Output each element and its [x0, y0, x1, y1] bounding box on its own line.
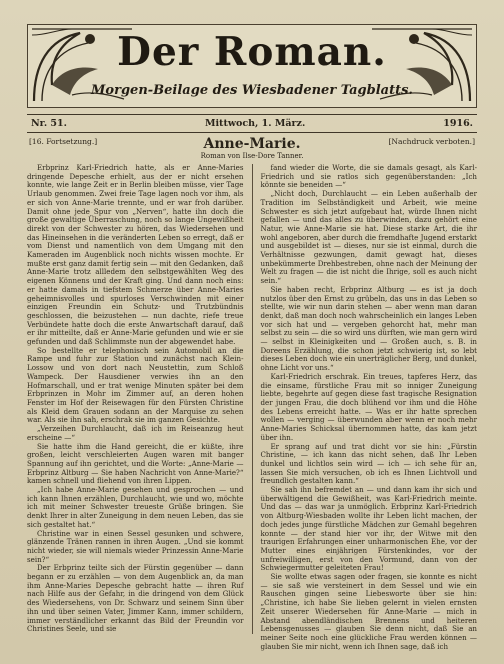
- paragraph: Sie hatte ihm die Hand gereicht, die er küßte, ihre großen, leicht verschleierten Augen waren mit banger Spannung auf ihn gerichtet, und die Worte: „Anne-Marie — Erbprinz Altburg — Sie haben Nachricht von Anne-Marie?“ kamen schnell und fliehend von ihren Lippen.: [27, 441, 244, 486]
- paragraph: Er sprang auf und trat dicht vor sie hin: „Fürstin Christine, — ich kann das nicht sehen, daß Ihr Leben dunkel und lichtlos sein wird — ich — ich sehe für an, lassen Sie mich versuchen, ob ich es Ihnen Lichtvoll und freundlich gestalten kann.“: [260, 441, 477, 486]
- paragraph: So bestellte er telephonisch sein Automobil an die Rampe und fuhr zur Station und zunächst nach Klein-Lossow und von dort nach Neustettin, zum Schloß Wampeck. Der Hausdiener verwies ihn an den Hofmarschall, und er trat wenige Minuten später bei dem Erbprinzen in Mohr im Zimmer auf, an deren hohen Fenster im Hof der Reisewagen für den Fürsten Christine als Kleid dem Grauen sodann an der Marquise zu sehen war. Als sie ihn sah, erschrak sie im ganzen Gesichte.: [27, 345, 244, 425]
- paragraph: „Ich habe Anne-Marie gesehen und gesprochen — und ich kann Ihnen erzählen, Durchlaucht, wie und wo, möchte ich mit meiner Schwester treueste Grüße bringen. Sie denkt Ihrer in alter Zuneigung in dem neuen Leben, das sie sich gestaltet hat.“: [27, 485, 244, 529]
- paragraph: Karl-Friedrich erschrak. Ein treues, tapferes Herz, das die einsame, fürstliche Frau mit so inniger Zuneigung liebte, begehrte auf gegen diese fast tragische Resignation der jungen Frau, die doch blühend vor ihm und die Höhe des Lebens erreicht hatte. — Was er ihr hatte sprechen wollen — verging — überwunden aber wenn er noch mehr Anne-Maries Schicksal übernommen hatte, das kam jetzt über ihn.: [260, 371, 477, 442]
- right-column: [260, 163, 478, 651]
- paragraph: „Nicht doch, Durchlaucht — ein Leben außerhalb der Tradition im Selbständigkeit und Arbeit, wie meine Schwester es sich jetzt aufgebaut hat, würde Ihnen nicht gefallen — und das alles zu überwinden, dazu gehört eine Natur, wie Anne-Marie sie hat. Diese starke Art, die ihr wohl angeboren, aber durch die fremdhafte Jugend erstarkt und ausgebildet ist — dieses, nur sie ist einmal, durch die Verhältnisse gezwungen, damit gewagt hat, dieses unbekümmerte Drehbestreben, ohne nach der Meinung der Welt zu fragen — die ist nicht die Ihrige, soll es auch nicht sein.“: [260, 189, 477, 286]
- paragraph: Der Erbprinz teilte sich der Fürstin gegenüber — dann begann er zu erzählen — von dem Augenblick an, da man ihm Anne-Maries Depesche gebracht hatte — ihren Ruf nach Hilfe aus der Gefahr, in die dringend von dem Glück des Wiedersehens, von Dr. Schwarz und seinem Sinn über ihn und über seinen Vater, Jimmer Kann, immer schildern, immer verständlicher erkannt das Bild der Freundin vor Christines Seele, und sie: [27, 563, 244, 634]
- left-column: [27, 164, 244, 634]
- issue-date: Mittwoch, 1. März.: [204, 118, 306, 129]
- paragraph: Sie wollte etwas sagen oder fragen, sie konnte es nicht — sie saß wie versteinert in dem Sessel und wie ein Rauschen gingen seine Liebesworte über sie hin: „Christine, ich habe Sie lieben gelernt in vielen ernsten Zeit unserer Wiedersehen für Anne-Marie — mich in Abstand abendländischen Brennens und heiteren Lebensgenusses — glauben Sie denn nicht, daß Sie an meiner Seite noch eine glückliche Frau werden können — glauben Sie mir nicht, wenn ich Ihnen sage, daß ich: [260, 572, 477, 651]
- issue-number: Nr. 51.: [31, 118, 67, 129]
- issue-info-bar: [27, 114, 477, 133]
- issue-year: 1916.: [443, 118, 473, 129]
- paragraph: Sie sah ihn befremdet an — und dann kam ihr sich und überwältigend die Gewißheit, was Karl-Friedrich meinte. Und das — das war ja unmöglich. Erbprinz Karl-Friedrich von Altburg-Wiesbaden wollte ihr Leben licht machen, der doch jedes junge fürstliche Mädchen zur Gemahl begehren konnte — der stand hier vor ihr, der Witwe mit den traurigen Erfahrungen einer unharmonischen Ehe, vor der Mutter eines einjährigen Fürstenkindes, vor der unfreiwilligen, erst von den Vormund, dann von der Schwiegermutter geleiteten Frau!: [260, 485, 477, 573]
- masthead: [27, 24, 477, 108]
- reprint-note: [Nachdruck verboten.]: [388, 137, 475, 146]
- paragraph: Sie haben recht, Erbprinz Altburg — es ist ja doch nutzlos über den Ernst zu grübeln, das uns in das Leben so stellte, wie wir nun darin stehen — aber wenn man daran denkt, daß man doch noch wahrscheinlich ein langes Leben vor sich hat und — vergeben gehorcht hat, mehr man selbst zu sein — die so wird uns dürften, wie man gern wird — selbst in Kleinigkeiten und — Großen auch, s. B. in Doreens Erzählung, die schon jetzt schwierig ist, so lebt dieses Leben doch wie ein unerträglicher Berg, und dunkel, ohne Licht vor uns.“: [260, 284, 477, 373]
- newspaper-subtitle: Morgen-Beilage des Wiesbadener Tagblatts.: [91, 83, 413, 98]
- newspaper-title: Der Roman.: [117, 29, 387, 75]
- continuation-note: [16. Fortsetzung.]: [29, 137, 98, 146]
- paragraph: fand wieder die Worte, die sie damals gesagt, als Karl-Friedrich und sie ratlos sich gegenüberstanden: „Ich könnte sie beneiden —“: [260, 163, 477, 190]
- paragraph: „Verzeihen Durchlaucht, daß ich im Reiseanzug heut erscheine —“: [27, 424, 244, 442]
- paragraph: Erbprinz Karl-Friedrich hatte, als er Anne-Maries dringende Depesche erhielt, aus der er nicht ersehen konnte, wie lange Zeit er in Berlin bleiben müsse, vier Tage Urlaub genommen. Zwei freie Tage lagen noch vor ihm, als er sich von Anne-Marie trennte, und er war froh darüber. Damit ohne jede Spur von „Nerven“, hatte ihn doch die große gewaltige Überraschung, noch so lange Ungewißheit direkt von der Schwester zu hören, das Wiedersehen und das Hineinsehen in die veränderten Leben so erregt, daß er vom Dienst und namentlich von dem Umgang mit den Kameraden im Augenblick noch nichts wissen mochte. Er mußte erst ganz damit fertig sein — mit den Gedanken, daß Anne-Marie trotz allledem den selbstgewählten Weg des eigenen Könnens und der Kraft ging. Und dann noch eins: er hatte damals in tiefstem Schmerze über Anne-Maries geheimnisvolles und spurloses Verschwinden mit einer einzigen Freundin ein Schutz- und Trutzbündnis geschlossen, die beizustehen — nun dachte, riefe treue Verbündete hatte doch die erste Anwartschaft darauf, daß er ihr mitteilte, daß er Anne-Marie gefunden und wie er sie gefunden und daß Schlimmste nun der abgewendet habe.: [27, 163, 244, 347]
- paragraph: Christine war in einen Sessel gesunken und schwere, glänzende Tränen rannen in ihren Augen. „Und sie kommt nicht wieder, sie will niemals wieder Prinzessin Anne-Marie sein?“: [27, 528, 244, 564]
- column-divider: [252, 164, 253, 634]
- text-columns: [27, 163, 477, 651]
- story-title: Anne-Marie.: [203, 136, 301, 152]
- story-byline: Roman von Ilse-Dore Tanner.: [200, 152, 304, 160]
- story-header: [27, 137, 477, 160]
